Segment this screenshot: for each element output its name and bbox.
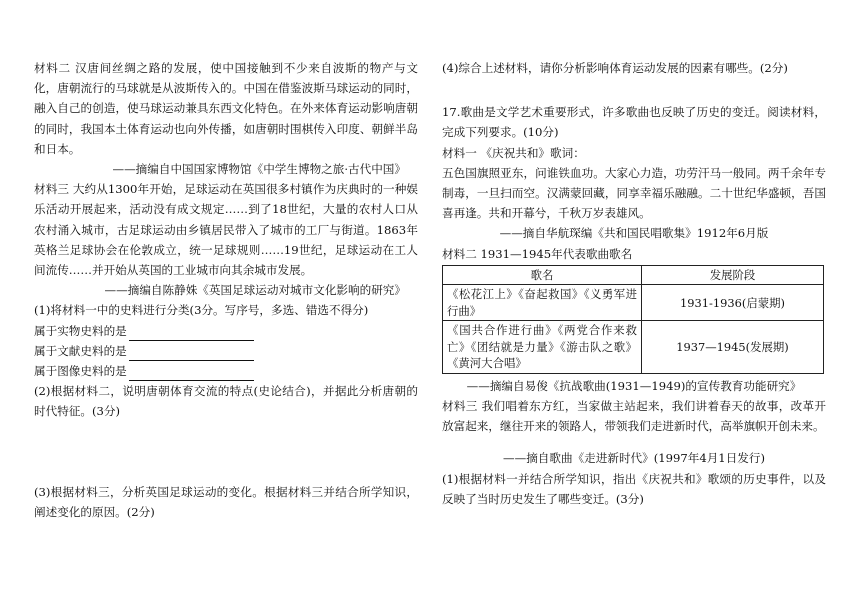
table-cell-stage: 1931-1936(启蒙期) <box>642 285 824 321</box>
table-cell-songs: 《国共合作进行曲》《两党合作来救亡》《团结就是力量》《游击队之歌》《黄河大合唱》 <box>443 321 642 374</box>
song-material1-lyrics: 五色国旗照亚东，问谁铁血功。大家心力造，功劳汗马一般同。两千余年专制毒，一旦扫而空。汉满蒙回藏，同享幸福乐融融。二十世纪华盛顿，吾国喜再逢。共和开幕兮，千秋万岁表雄风。 <box>442 165 826 221</box>
left-column <box>34 58 418 522</box>
question-17-intro: 17.歌曲是文学艺术重要形式，许多歌曲也反映了历史的变迁。阅读材料，完成下列要求。(10分) <box>442 105 826 140</box>
song-material1-source: ——摘自华航琛编《共和国民唱歌集》1912年6月版 <box>499 226 769 241</box>
song-table <box>442 265 824 374</box>
right-column <box>442 58 826 509</box>
blank-label-documentary: 属于文献史料的是 <box>34 343 127 358</box>
table-row <box>443 285 824 321</box>
material3-source: ——摘编自陈静姝《英国足球运动对城市文化影响的研究》 <box>104 283 406 298</box>
answer-line-image <box>34 361 418 381</box>
spacer <box>442 436 826 448</box>
material3-text: 材料三 大约从1300年开始，足球运动在英国很多村镇作为庆典时的一种娱乐活动开展起来，活动没有成文规定……到了18世纪，大量的农村人口从农村涌入城市，古足球运动由乡镇居民带入了城市的工厂与街道。1863年英格兰足球协会在伦敦成立，统一足球规则……19世纪，足球运动在工人间流传……并开始从英国的工业城市向其余城市发展。 <box>34 182 418 278</box>
answer-space-q4[interactable] <box>442 78 826 102</box>
table-header-song: 歌名 <box>443 265 642 285</box>
material2-source: ——摘编自中国国家博物馆《中学生博物之旅·古代中国》 <box>112 162 406 177</box>
song-material3-text: 材料三 我们唱着东方红，当家做主站起来，我们讲着春天的故事，改革开放富起来，继往开来的领路人，带领我们走进新时代，高举旗帜开创未来。 <box>442 399 826 434</box>
material2-text: 材料二 汉唐间丝绸之路的发展，使中国接触到不少来自波斯的物产与文化，唐朝流行的马球就是从波斯传入的。中国在借鉴波斯马球运动的同时，融入自己的创造，使马球运动兼具东西文化特色。在外来体育运动影响唐朝的同时，我国本土体育运动也向外传播，如唐朝时围棋传入印度、朝鲜半岛和日本。 <box>34 61 418 156</box>
table-header-row <box>443 265 824 285</box>
answer-space-q2[interactable] <box>34 422 418 482</box>
table-cell-stage: 1937—1945(发展期) <box>642 321 824 374</box>
question-17-1: (1)根据材料一并结合所学知识，指出《庆祝共和》歌颂的历史事件，以及反映了当时历史发生了哪些变迁。(3分) <box>442 471 826 506</box>
song-material3-source: ——摘自歌曲《走进新时代》(1997年4月1日发行) <box>503 451 765 466</box>
song-material2-heading: 材料二 1931—1945年代表歌曲歌名 <box>442 246 633 261</box>
answer-blank-documentary[interactable] <box>129 346 254 361</box>
question-3: (3)根据材料三，分析英国足球运动的变化。根据材料三并结合所学知识，阐述变化的原因。(2分) <box>34 484 418 519</box>
song-material1-heading: 材料一 《庆祝共和》歌词： <box>442 145 585 160</box>
question-2: (2)根据材料二，说明唐朝体育交流的特点(史论结合)，并据此分析唐朝的时代特征。(3分) <box>34 384 418 419</box>
blank-label-physical: 属于实物史料的是 <box>34 323 127 338</box>
question-1: (1)将材料一中的史料进行分类(3分。写序号，多选、错选不得分) <box>34 303 369 318</box>
answer-blank-physical[interactable] <box>129 326 254 341</box>
song-material2-source: ——摘编自易俊《抗战歌曲(1931—1949)的宣传教育功能研究》 <box>466 378 802 393</box>
table-row <box>443 321 824 374</box>
answer-line-physical <box>34 321 418 341</box>
blank-label-image: 属于图像史料的是 <box>34 364 127 379</box>
table-cell-songs: 《松花江上》《奋起救国》《义勇军进行曲》 <box>443 285 642 321</box>
answer-line-documentary <box>34 341 418 361</box>
answer-blank-image[interactable] <box>129 366 254 381</box>
table-header-stage: 发展阶段 <box>642 265 824 285</box>
question-4: (4)综合上述材料，请你分析影响体育运动发展的因素有哪些。(2分) <box>442 61 788 75</box>
